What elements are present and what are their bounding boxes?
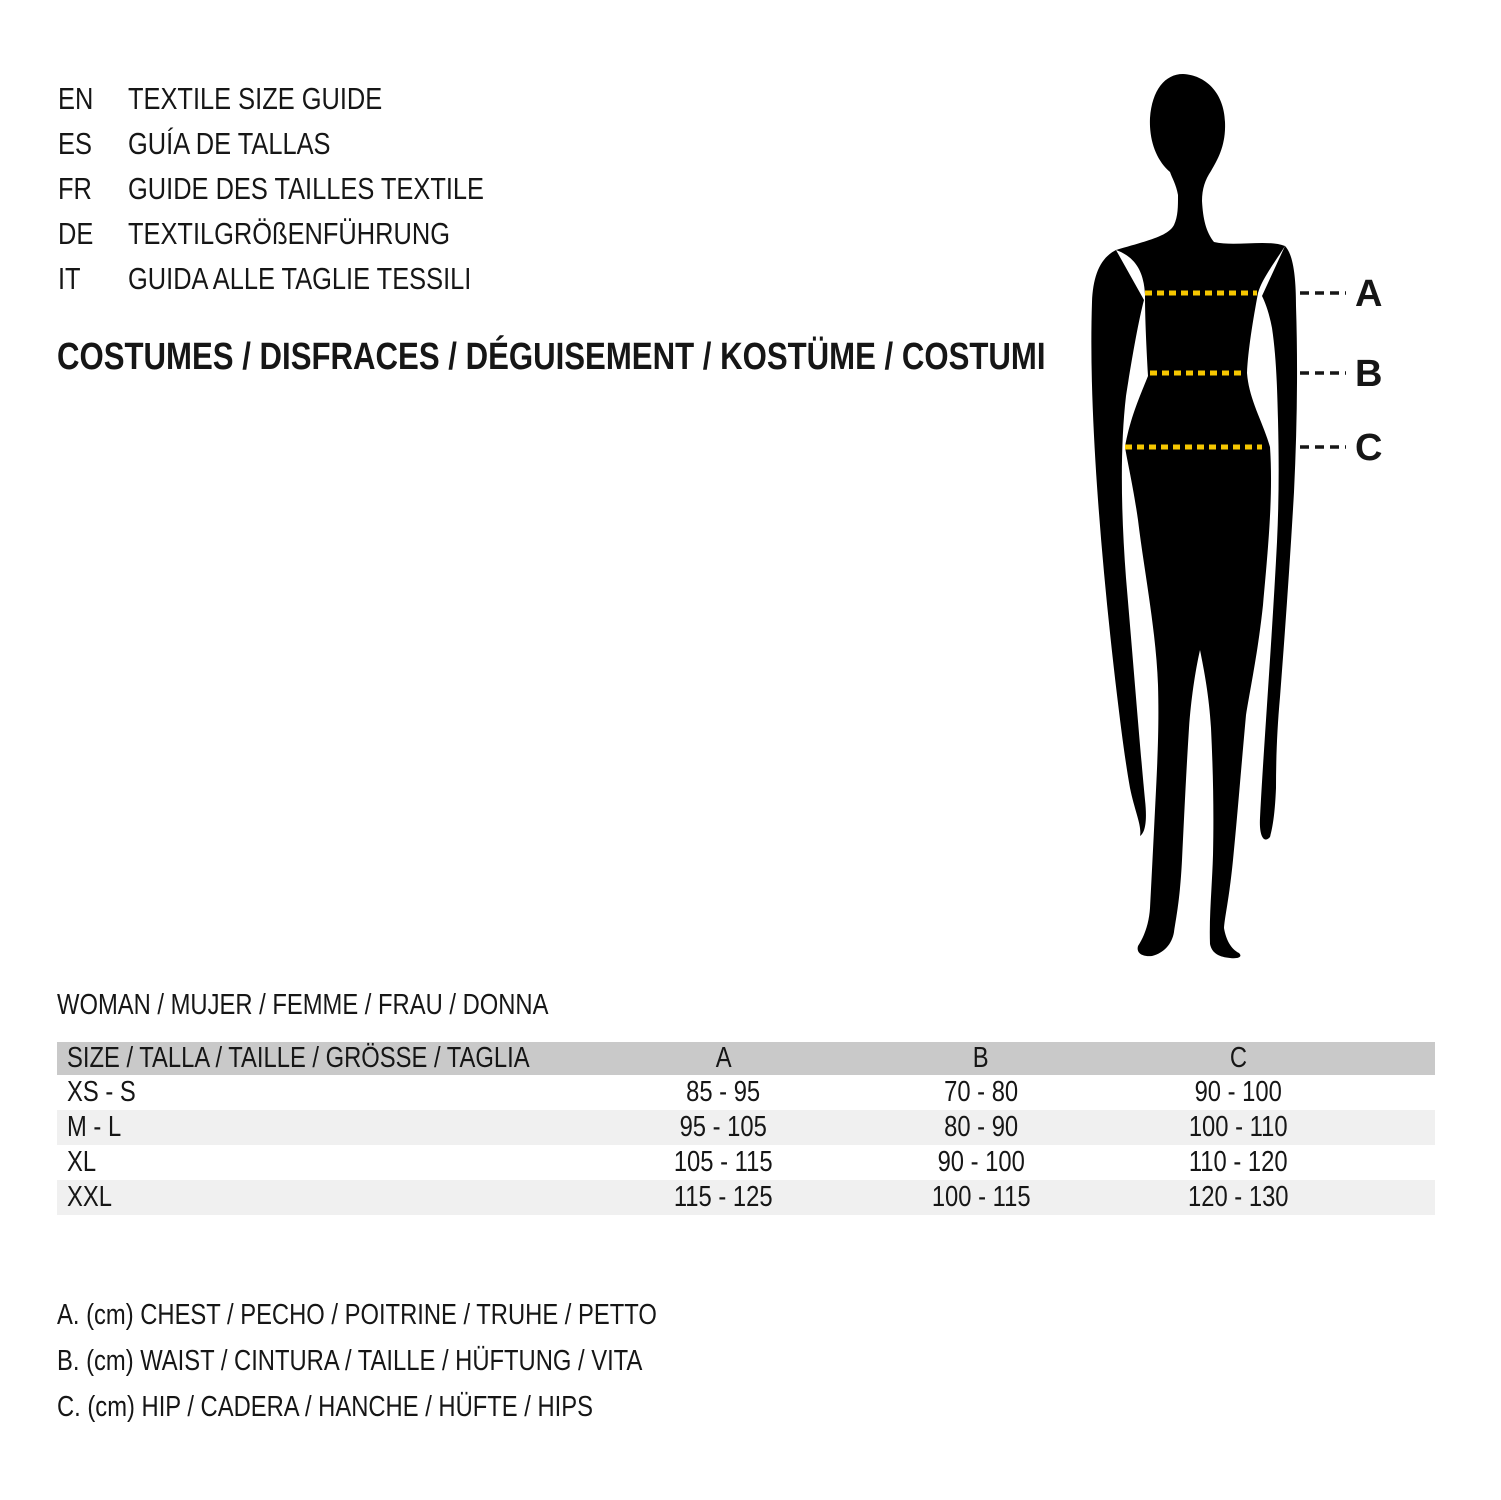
section-title-woman: WOMAN / MUJER / FEMME / FRAU / DONNA bbox=[57, 989, 549, 1021]
language-title: TEXTILE SIZE GUIDE bbox=[128, 80, 383, 116]
woman-silhouette-figure bbox=[1050, 60, 1500, 960]
language-row-de bbox=[58, 211, 562, 256]
header-c: C bbox=[1230, 1042, 1248, 1074]
size-row-xl bbox=[57, 1145, 1435, 1180]
language-code: FR bbox=[58, 170, 92, 206]
value-cell: 70 - 80 bbox=[943, 1076, 1018, 1108]
language-code: ES bbox=[58, 125, 92, 161]
value-cell: 95 - 105 bbox=[679, 1111, 767, 1143]
value-cell: 90 - 100 bbox=[937, 1146, 1025, 1178]
size-row-xxl bbox=[57, 1180, 1435, 1215]
note-hip: C. (cm) HIP / CADERA / HANCHE / HÜFTE / HIPS bbox=[57, 1390, 593, 1423]
header-b: B bbox=[972, 1042, 989, 1074]
size-row-xs-s bbox=[57, 1075, 1435, 1110]
language-title: GUIDE DES TAILLES TEXTILE bbox=[128, 170, 485, 206]
value-cell: 85 - 95 bbox=[686, 1076, 761, 1108]
size-cell: XS - S bbox=[67, 1076, 136, 1108]
value-cell: 110 - 120 bbox=[1189, 1146, 1288, 1178]
language-title: TEXTILGRÖßENFÜHRUNG bbox=[128, 215, 451, 251]
language-code: DE bbox=[58, 215, 94, 251]
value-cell: 115 - 125 bbox=[673, 1181, 773, 1213]
size-table bbox=[57, 1042, 1435, 1215]
note-waist: B. (cm) WAIST / CINTURA / TAILLE / HÜFTUNG / VITA bbox=[57, 1344, 643, 1377]
language-row-it bbox=[58, 256, 562, 301]
category-title: COSTUMES / DISFRACES / DÉGUISEMENT / KOSTÜME / COSTUMI bbox=[57, 336, 1046, 378]
header-a: A bbox=[715, 1042, 732, 1074]
language-code: EN bbox=[58, 80, 94, 116]
size-cell: XL bbox=[67, 1146, 97, 1178]
size-row-m-l bbox=[57, 1110, 1435, 1145]
language-title: GUÍA DE TALLAS bbox=[128, 125, 331, 161]
spacer-cell bbox=[1367, 1145, 1435, 1180]
header-size: SIZE / TALLA / TAILLE / GRÖSSE / TAGLIA bbox=[67, 1042, 530, 1074]
value-cell: 80 - 90 bbox=[943, 1111, 1018, 1143]
silhouette-left-arm bbox=[1091, 250, 1146, 836]
measure-label-b: B bbox=[1355, 353, 1383, 395]
value-cell: 105 - 115 bbox=[673, 1146, 773, 1178]
spacer-cell bbox=[1367, 1075, 1435, 1110]
size-table-header-row bbox=[57, 1042, 1435, 1075]
language-code: IT bbox=[58, 260, 81, 296]
value-cell: 90 - 100 bbox=[1194, 1076, 1283, 1108]
measure-label-a: A bbox=[1355, 273, 1383, 315]
measure-label-c: C bbox=[1355, 427, 1383, 469]
value-cell: 100 - 110 bbox=[1189, 1111, 1288, 1143]
language-title: GUIDA ALLE TAGLIE TESSILI bbox=[128, 260, 472, 296]
measurement-notes bbox=[57, 1292, 789, 1430]
header-spacer bbox=[1367, 1042, 1435, 1075]
value-cell: 120 - 130 bbox=[1188, 1181, 1289, 1213]
language-list bbox=[58, 76, 562, 301]
size-cell: M - L bbox=[67, 1111, 122, 1143]
spacer-cell bbox=[1367, 1180, 1435, 1215]
language-row-fr bbox=[58, 166, 562, 211]
language-row-en bbox=[58, 76, 562, 121]
value-cell: 100 - 115 bbox=[931, 1181, 1031, 1213]
language-row-es bbox=[58, 121, 562, 166]
size-cell: XXL bbox=[67, 1181, 112, 1213]
note-chest: A. (cm) CHEST / PECHO / POITRINE / TRUHE / PETTO bbox=[57, 1298, 657, 1331]
spacer-cell bbox=[1367, 1110, 1435, 1145]
